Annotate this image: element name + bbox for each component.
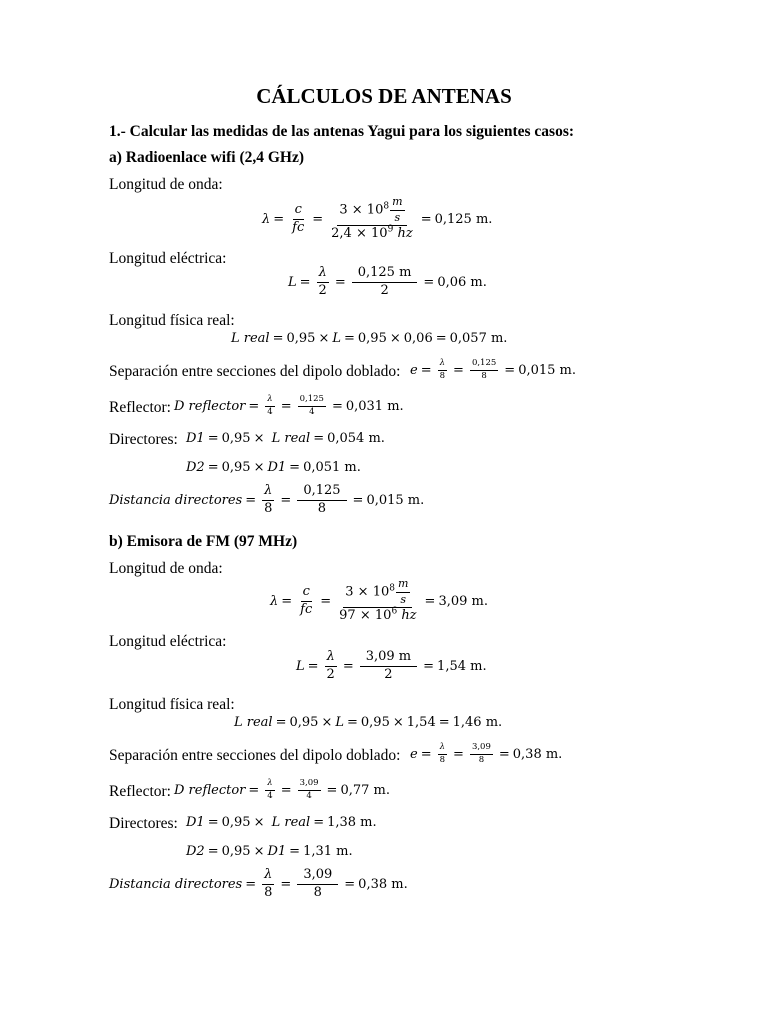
section-b-physical-equation: L real = 0,95 × L = 0,95 × 1,54 = 1,46 m. bbox=[234, 715, 503, 730]
section-a-physical-label: Longitud física real: bbox=[109, 312, 235, 329]
section-b-d1-equation: D1 = 0,95 × L real = 1,38 m. bbox=[186, 815, 377, 830]
section-b-electrical-equation: L = $\frac{\lambda}{2}$ = $\frac{3,09 m}{2}$ = 1,54 m. bbox=[296, 649, 487, 682]
section-a-reflector-equation: D reflector = $\frac{\lambda}{4}$ = $\frac{0,125}{4}$ = 0,031 m. bbox=[174, 394, 404, 417]
section-a-physical-equation: L real = 0,95 × L = 0,95 × 0,06 = 0,057 m. bbox=[231, 331, 508, 346]
section-a-wavelength-label: Longitud de onda: bbox=[109, 176, 223, 193]
section-b-physical-label: Longitud física real: bbox=[109, 696, 235, 713]
section-a-separation-equation: e = $\frac{\lambda}{8}$ = $\frac{0,125}{8}$ = 0,015 m. bbox=[410, 358, 576, 381]
section-b-electrical-label: Longitud eléctrica: bbox=[109, 633, 227, 650]
section-b-wavelength-equation: λ = $\frac{c}{fc}$ = $3 \times 10^8$ $\frac{m}{s}$ $97 \times 10^6$ hz = 3,09 m. bbox=[270, 577, 488, 624]
section-a-distance-equation: Distancia directores = $\frac{\lambda}{8}$ = $\frac{0,125}{8}$ = 0,015 m. bbox=[109, 483, 425, 516]
section-b-heading: b) Emisora de FM (97 MHz) bbox=[109, 533, 298, 550]
section-a-directors-label: Directores: bbox=[109, 431, 178, 448]
section-b-distance-equation: Distancia directores = $\frac{\lambda}{8}$ = $\frac{3,09}{8}$ = 0,38 m. bbox=[109, 867, 408, 900]
section-a-d1-equation: D1 = 0,95 × L real = 0,054 m. bbox=[186, 431, 385, 446]
section-a-separation-label: Separación entre secciones del dipolo doblado: bbox=[109, 363, 401, 380]
section-b-separation-label: Separación entre secciones del dipolo doblado: bbox=[109, 747, 401, 764]
page-title: CÁLCULOS DE ANTENAS bbox=[256, 84, 512, 108]
section-a-electrical-equation: L = $\frac{\lambda}{2}$ = $\frac{0,125 m}{2}$ = 0,06 m. bbox=[288, 265, 487, 298]
section-b-directors-label: Directores: bbox=[109, 815, 178, 832]
section-b-separation-equation: e = $\frac{\lambda}{8}$ = $\frac{3,09}{8}$ = 0,38 m. bbox=[410, 742, 563, 765]
section-b-reflector-equation: D reflector = $\frac{\lambda}{4}$ = $\frac{3,09}{4}$ = 0,77 m. bbox=[174, 778, 390, 801]
section-a-wavelength-equation: λ = $\frac{c}{fc}$ = $3 \times 10^8$ $\frac{m}{s}$ $2,4 \times 10^9$ hz = 0,125 m. bbox=[262, 195, 493, 242]
section-b-reflector-label: Reflector: bbox=[109, 783, 171, 800]
section-b-wavelength-label: Longitud de onda: bbox=[109, 560, 223, 577]
section-a-d2-equation: D2 = 0,95 × D1 = 0,051 m. bbox=[186, 460, 361, 475]
section-b-d2-equation: D2 = 0,95 × D1 = 1,31 m. bbox=[186, 844, 353, 859]
section-a-electrical-label: Longitud eléctrica: bbox=[109, 250, 227, 267]
section-a-reflector-label: Reflector: bbox=[109, 399, 171, 416]
question-text: 1.- Calcular las medidas de las antenas Yagui para los siguientes casos: bbox=[109, 123, 575, 140]
section-a-heading: a) Radioenlace wifi (2,4 GHz) bbox=[109, 149, 305, 166]
